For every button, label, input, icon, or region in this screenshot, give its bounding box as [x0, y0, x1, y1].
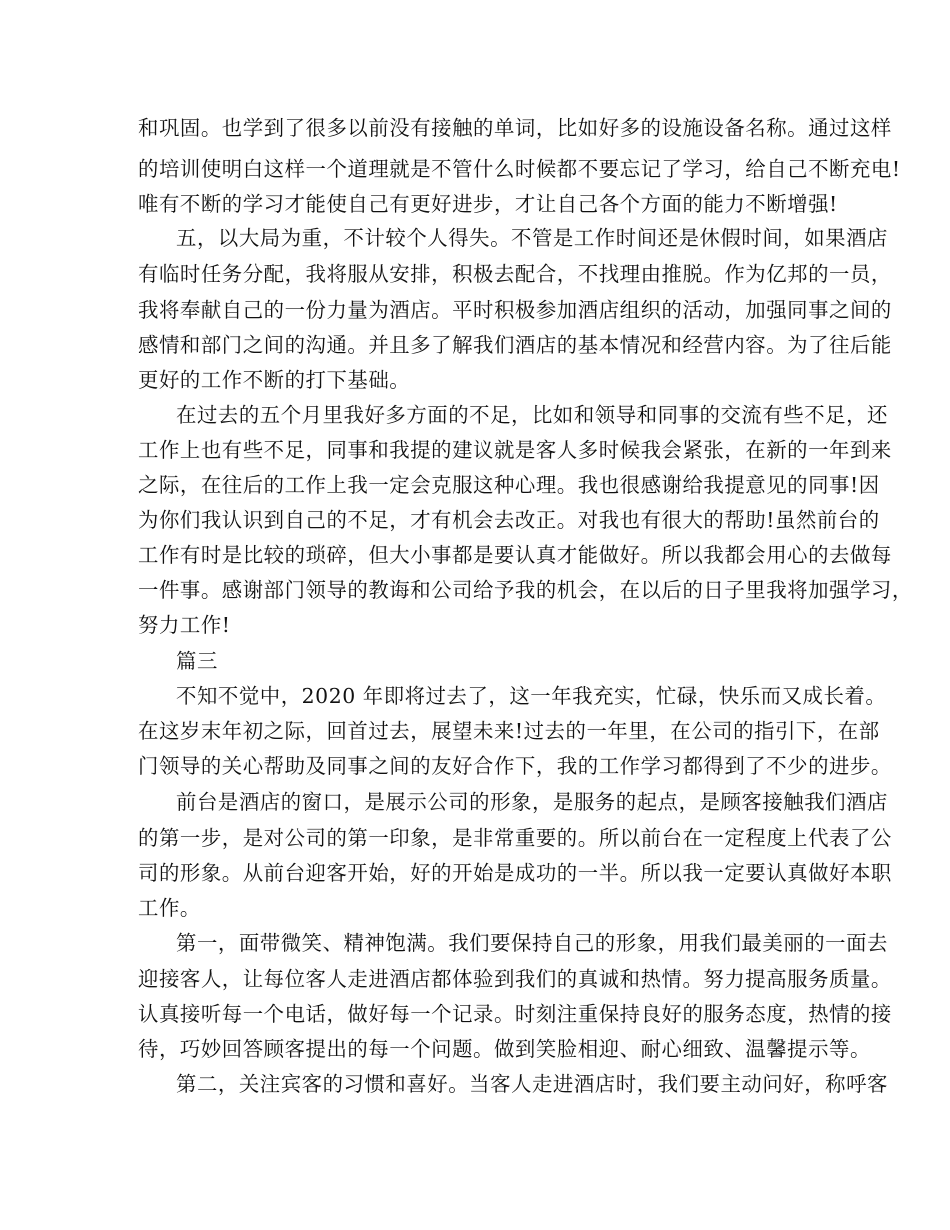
- text-line: 更好的工作不断的打下基础。: [138, 368, 411, 392]
- text-line: 司的形象。从前台迎客开始，好的开始是成功的一半。所以我一定要认真做好本职: [138, 861, 892, 885]
- text-line: 的第一步，是对公司的第一印象，是非常重要的。所以前台在一定程度上代表了公: [138, 826, 892, 850]
- text-line: 前台是酒店的窗口，是展示公司的形象，是服务的起点，是顾客接触我们酒店: [176, 790, 888, 814]
- text-line: 第二，关注宾客的习惯和喜好。当客人走进酒店时，我们要主动问好，称呼客: [176, 1072, 888, 1096]
- text-line: 认真接听每一个电话，做好每一个记录。时刻注重保持良好的服务态度，热情的接: [138, 1002, 892, 1026]
- text-line: 和巩固。也学到了很多以前没有接触的单词，比如好多的设施设备名称。通过这样: [138, 116, 892, 140]
- text-line: 不知不觉中，2020 年即将过去了，这一年我充实，忙碌，快乐而又成长着。: [176, 684, 887, 708]
- text-line: 待，巧妙回答顾客提出的每一个问题。做到笑脸相迎、耐心细致、温馨提示等。: [138, 1037, 871, 1061]
- text-line: 有临时任务分配，我将服从安排，积极去配合，不找理由推脱。作为亿邦的一员，: [138, 262, 892, 286]
- text-line: 我将奉献自己的一份力量为酒店。平时积极参加酒店组织的活动，加强同事之间的: [138, 298, 892, 322]
- text-line: 在这岁末年初之际，回首过去，展望未来!过去的一年里，在公司的指引下，在部: [138, 719, 880, 743]
- text-line: 之际，在往后的工作上我一定会克服这种心理。我也很感谢给我提意见的同事!因: [138, 473, 880, 497]
- text-line: 一件事。感谢部门领导的教诲和公司给予我的机会，在以后的日子里我将加强学习，: [138, 578, 913, 602]
- text-line: 迎接客人，让每位客人走进酒店都体验到我们的真诚和热情。努力提高服务质量。: [138, 967, 892, 991]
- text-line: 努力工作!: [138, 613, 231, 637]
- text-line: 的培训使明白这样一个道理就是不管什么时候都不要忘记了学习，给自己不断充电!: [138, 157, 901, 181]
- text-line: 在过去的五个月里我好多方面的不足，比如和领导和同事的交流有些不足，还: [176, 403, 888, 427]
- text-line: 感情和部门之间的沟通。并且多了解我们酒店的基本情况和经营内容。为了往后能: [138, 333, 892, 357]
- text-line: 五，以大局为重，不计较个人得失。不管是工作时间还是休假时间，如果酒店: [176, 226, 888, 250]
- text-line: 工作。: [138, 896, 201, 920]
- text-line: 唯有不断的学习才能使自己有更好进步，才让自己各个方面的能力不断增强!: [138, 192, 838, 216]
- text-line: 工作上也有些不足，同事和我提的建议就是客人多时候我会紧张，在新的一年到来: [138, 438, 892, 462]
- section-heading: 篇三: [176, 649, 218, 673]
- text-line: 第一，面带微笑、精神饱满。我们要保持自己的形象，用我们最美丽的一面去: [176, 931, 888, 955]
- text-line: 为你们我认识到自己的不足，才有机会去改正。对我也有很大的帮助!虽然前台的: [138, 508, 880, 532]
- text-line: 门领导的关心帮助及同事之间的友好合作下，我的工作学习都得到了不少的进步。: [138, 754, 892, 778]
- text-line: 工作有时是比较的琐碎，但大小事都是要认真才能做好。所以我都会用心的去做每: [138, 543, 892, 567]
